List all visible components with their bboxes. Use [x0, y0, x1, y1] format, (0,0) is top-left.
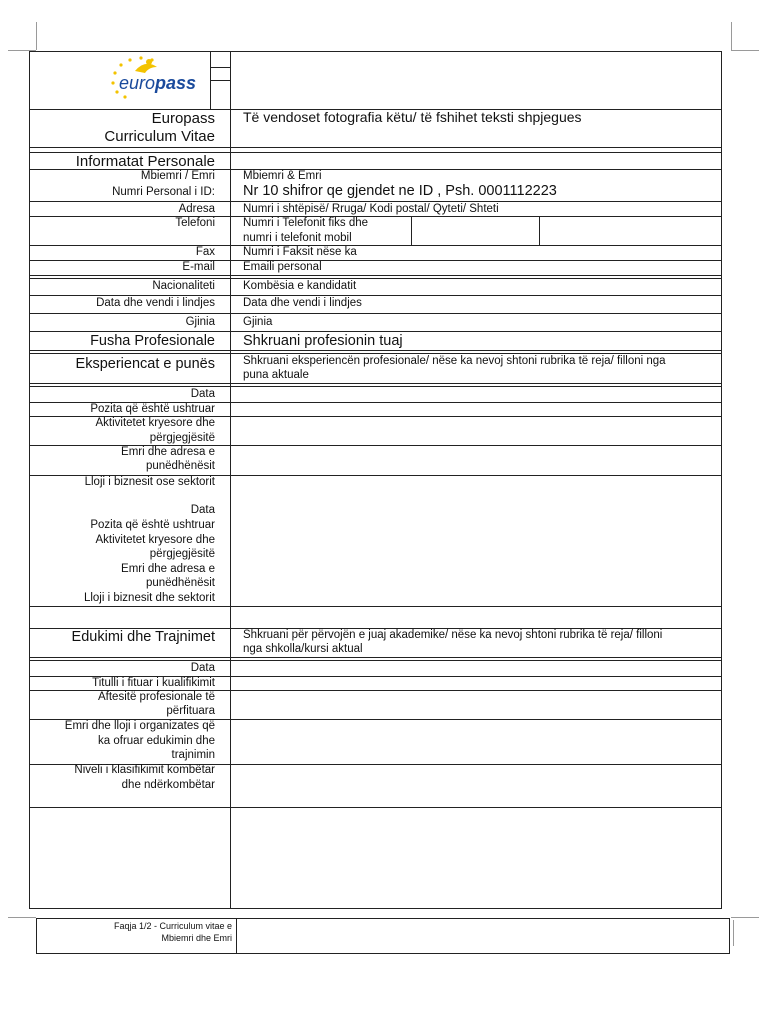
profession-label: Fusha Profesionale [90, 333, 215, 349]
exp-employer-label-line2: punëdhënësit [145, 460, 215, 472]
address-label: Adresa [178, 203, 215, 215]
row-rule [29, 331, 722, 332]
phone-cell-divider [411, 216, 412, 245]
education-label: Edukimi dhe Trajnimet [71, 629, 215, 645]
footer-text [114, 921, 232, 944]
name-field[interactable]: Mbiemri & Emri [243, 170, 322, 182]
row-rule [29, 201, 722, 202]
edu-level-label-line2: dhe ndërkombëtar [121, 779, 215, 791]
name-label: Mbiemri / Emri [140, 170, 215, 182]
row-rule [29, 807, 722, 808]
email-label: E-mail [182, 261, 215, 273]
exp2-date-label: Data [190, 504, 215, 516]
row-rule [29, 383, 722, 384]
edu-org-label-line1: Emri dhe lloji i organizates që [64, 720, 215, 732]
experience-note-line1: Shkruani eksperiencën profesionale/ nëse ka nevoj shtoni rubrika të reja/ filloni nga [243, 355, 666, 367]
edu-org-label-line2: ka ofruar edukimin dhe [98, 735, 215, 747]
exp2-employer-label-line1: Emri dhe adresa e [121, 563, 215, 575]
crop-mark [731, 22, 732, 50]
phone-field-line2[interactable]: numri i telefonit mobil [243, 232, 352, 244]
edu-skills-label-line1: Aftesitë profesionale të [98, 691, 215, 703]
row-rule [29, 350, 722, 351]
exp-date-label: Data [190, 388, 215, 400]
id-field[interactable]: Nr 10 shifror qe gjendet ne ID , Psh. 0001112223 [243, 183, 557, 199]
cv-title-line2: Curriculum Vitae [104, 128, 215, 145]
edu-date-label: Data [190, 662, 215, 674]
id-label: Numri Personal i ID: [112, 186, 215, 198]
nationality-field[interactable]: Kombësia e kandidatit [243, 280, 357, 292]
photo-placeholder-text: Të vendoset fotografia këtu/ të fshihet teksti shpjegues [243, 109, 582, 125]
row-rule [29, 260, 722, 261]
crop-mark [36, 22, 37, 50]
exp2-activities-label-line2: përgjegjësitë [149, 548, 215, 560]
exp-sector-label: Lloji i biznesit ose sektorit [84, 476, 215, 488]
gender-field[interactable]: Gjinia [243, 316, 273, 328]
edu-level-label-line1: Niveli i klasifikimit kombëtar [74, 764, 215, 776]
crop-mark [8, 917, 36, 918]
gender-label: Gjinia [185, 316, 215, 328]
birth-label: Data dhe vendi i lindjes [96, 297, 215, 309]
exp2-sector-label: Lloji i biznesit dhe sektorit [83, 592, 215, 604]
row-rule [29, 313, 722, 314]
figure-icon [135, 64, 157, 73]
exp2-activities-label-line1: Aktivitetet kryesore dhe [95, 534, 215, 546]
europass-logo-mark [105, 53, 205, 99]
edu-skills-label-line2: përfituara [166, 705, 215, 717]
exp-position-label: Pozita që është ushtruar [90, 403, 215, 415]
logo-text: europass [119, 73, 197, 93]
row-rule [29, 386, 722, 387]
birth-field[interactable]: Data dhe vendi i lindjes [243, 297, 362, 309]
profession-field[interactable]: Shkruani profesionin tuaj [243, 333, 403, 349]
crop-mark [731, 917, 759, 918]
phone-field-line1[interactable]: Numri i Telefonit fiks dhe [243, 217, 369, 229]
edu-org-label-line3: trajnimin [171, 749, 215, 761]
education-note-line1: Shkruani për përvojën e juaj akademike/ nëse ka nevoj shtoni rubrika të reja/ filloni [243, 629, 663, 641]
exp-employer-label-line1: Emri dhe adresa e [121, 446, 215, 458]
row-rule [29, 660, 722, 661]
phone-cell-divider [539, 216, 540, 245]
logo-cell-divider [210, 80, 230, 81]
exp2-employer-label-line2: punëdhënësit [145, 577, 215, 589]
page-footer [36, 918, 730, 954]
cv-title-line1: Europass [151, 110, 215, 127]
row-rule [29, 606, 722, 607]
edu-title-label: Titulli i fituar i kualifikimit [92, 677, 215, 689]
row-rule [29, 245, 722, 246]
phone-label: Telefoni [175, 217, 215, 229]
row-rule [29, 295, 722, 296]
row-rule [29, 353, 722, 354]
logo-cell-divider [210, 67, 230, 68]
crop-mark [731, 50, 759, 51]
section-personal-info: Informatat Personale [75, 153, 215, 170]
fax-field[interactable]: Numri i Faksit nëse ka [243, 246, 357, 258]
row-rule [29, 657, 722, 658]
exp2-position-label: Pozita që është ushtruar [90, 519, 215, 531]
experience-label: Eksperiencat e punës [75, 356, 215, 372]
experience-note-line2: puna aktuale [243, 369, 309, 381]
address-field[interactable]: Numri i shtëpisë/ Rruga/ Kodi postal/ Qyteti/ Shteti [243, 203, 499, 215]
column-divider [230, 51, 231, 909]
exp-activities-label-line1: Aktivitetet kryesore dhe [95, 417, 215, 429]
education-note-line2: nga shkolla/kursi aktual [243, 643, 363, 655]
exp-activities-label-line2: përgjegjësitë [149, 432, 215, 444]
footer-page-label: Faqja 1/2 - Curriculum vitae e [113, 921, 232, 931]
footer-name-label: Mbiemri dhe Emri [161, 932, 232, 943]
row-rule [29, 147, 722, 148]
crop-mark [733, 920, 734, 946]
row-rule [29, 275, 722, 276]
nationality-label: Nacionaliteti [152, 280, 215, 292]
email-field[interactable]: Emaili personal [243, 261, 322, 273]
footer-divider [236, 919, 237, 953]
row-rule [29, 278, 722, 279]
europass-logo [105, 53, 205, 99]
fax-label: Fax [195, 246, 215, 258]
